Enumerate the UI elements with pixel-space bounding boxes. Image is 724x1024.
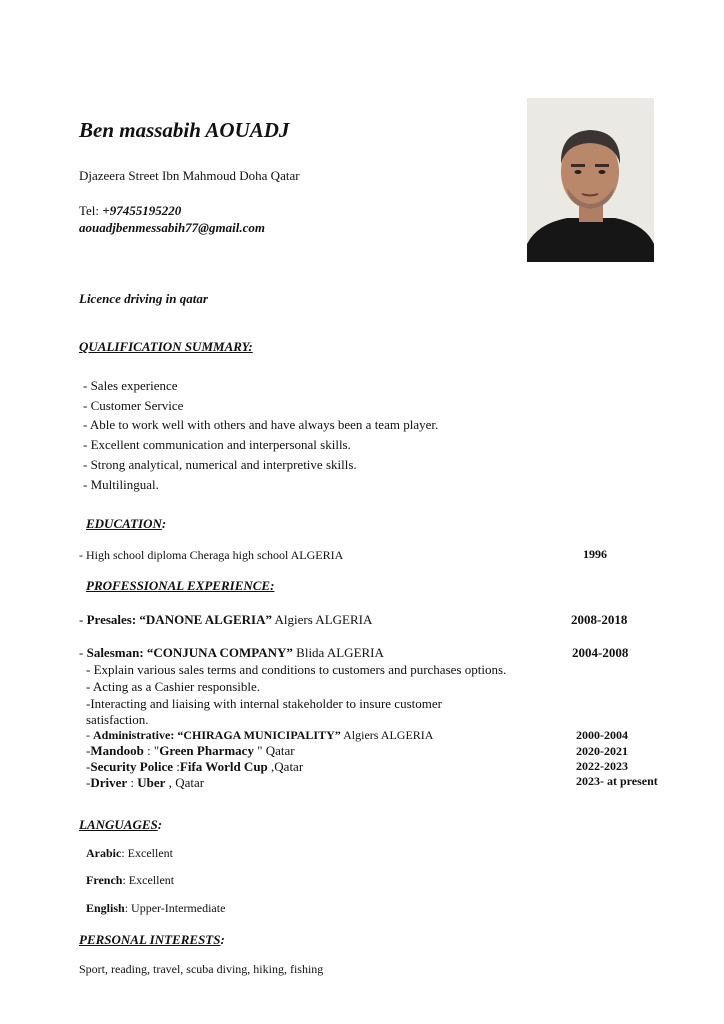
qualification-item: - Strong analytical, numerical and interpretive skills. xyxy=(83,457,357,472)
address: Djazeera Street Ibn Mahmoud Doha Qatar xyxy=(79,168,300,183)
email: aouadjbenmessabih77@gmail.com xyxy=(79,220,265,235)
duty-item: - Acting as a Cashier responsible. xyxy=(86,679,261,694)
interests-heading: PERSONAL INTERESTS: xyxy=(79,932,225,947)
job-mandoob: -Mandoob : "Green Pharmacy " Qatar xyxy=(86,743,295,758)
duty-item: - Explain various sales terms and conditions to customers and purchases options. xyxy=(86,662,507,677)
qualification-item: - Excellent communication and interpersonal skills. xyxy=(83,437,351,452)
duty-item: -Interacting and liaising with internal stakeholder to insure customer xyxy=(86,696,442,711)
duty-item: satisfaction. xyxy=(86,712,149,727)
job-presales-year: 2008-2018 xyxy=(571,612,628,627)
tel-label: Tel: xyxy=(79,203,103,218)
qualification-item: - Sales experience xyxy=(83,378,178,393)
language-item: Arabic: Excellent xyxy=(86,846,173,860)
qualification-item: - Multilingual. xyxy=(83,477,159,492)
profile-photo xyxy=(527,98,654,262)
candidate-name: Ben massabih AOUADJ xyxy=(79,118,290,142)
job-driver-year: 2023- at present xyxy=(576,774,658,788)
qualification-item: - Customer Service xyxy=(83,398,184,413)
job-salesman-year: 2004-2008 xyxy=(572,645,629,660)
job-salesman: - Salesman: “CONJUNA COMPANY” Blida ALGERIA xyxy=(79,645,384,660)
job-driver: -Driver : Uber , Qatar xyxy=(86,775,205,790)
education-item: - High school diploma Cheraga high school ALGERIA xyxy=(79,548,344,562)
job-presales: - Presales: “DANONE ALGERIA” Algiers ALGERIA xyxy=(79,612,373,627)
language-item: French: Excellent xyxy=(86,873,175,887)
job-security: -Security Police :Fifa World Cup ,Qatar xyxy=(86,759,304,774)
education-year: 1996 xyxy=(583,547,607,561)
language-item: English: Upper-Intermediate xyxy=(86,901,226,915)
experience-heading: PROFESSIONAL EXPERIENCE: xyxy=(86,578,275,593)
person-portrait-icon xyxy=(527,98,654,262)
tel-value: +97455195220 xyxy=(102,203,182,218)
job-administrative: - Administrative: “CHIRAGA MUNICIPALITY” Algiers ALGERIA xyxy=(86,728,434,742)
qualification-item: - Able to work well with others and have always been a team player. xyxy=(83,417,439,432)
job-administrative-year: 2000-2004 xyxy=(576,728,628,742)
job-security-year: 2022-2023 xyxy=(576,759,628,773)
interests-text: Sport, reading, travel, scuba diving, hiking, fishing xyxy=(79,962,324,976)
job-mandoob-year: 2020-2021 xyxy=(576,744,628,758)
education-heading: EDUCATION: xyxy=(86,516,167,531)
languages-heading: LANGUAGES: xyxy=(79,817,163,832)
licence-note: Licence driving in qatar xyxy=(79,291,208,306)
qualification-heading: QUALIFICATION SUMMARY: xyxy=(79,339,253,354)
telephone xyxy=(79,203,181,219)
